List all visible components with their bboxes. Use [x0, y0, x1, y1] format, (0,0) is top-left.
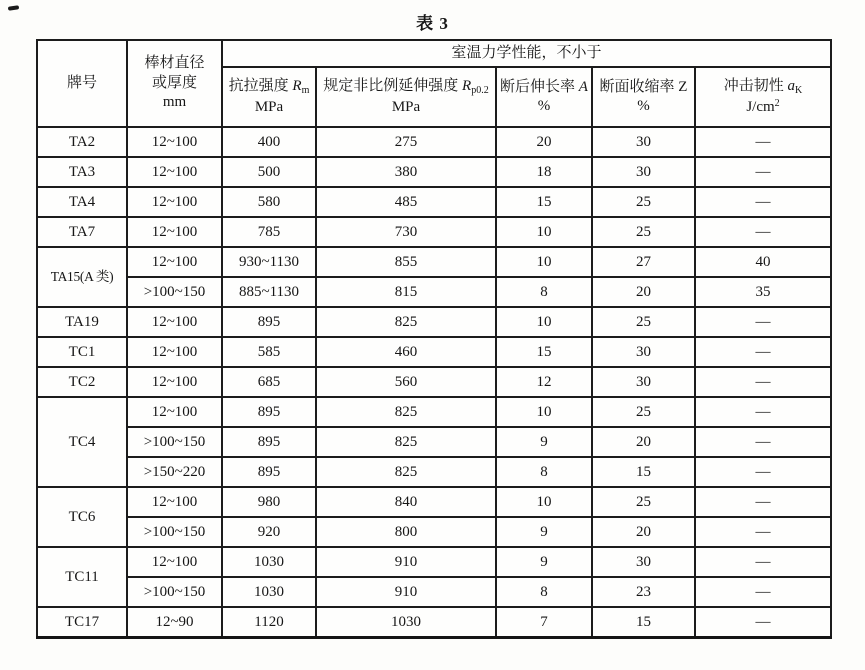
- header-col-unit: MPa: [391, 98, 421, 115]
- value-cell: 8: [496, 277, 592, 307]
- header-diameter-unit: mm: [162, 94, 187, 111]
- header-col-unit-sup: 2: [774, 97, 780, 109]
- header-col-unit: MPa: [254, 98, 284, 115]
- header-col-unit: %: [637, 98, 650, 114]
- table-row: [37, 337, 831, 367]
- value-cell: 12~100: [127, 307, 222, 337]
- value-cell: 20: [592, 427, 695, 457]
- table-row: [37, 457, 831, 487]
- value-cell: 30: [592, 127, 695, 157]
- value-cell: 25: [592, 307, 695, 337]
- value-cell: —: [695, 457, 831, 487]
- value-cell: 12: [496, 367, 592, 397]
- value-cell: —: [695, 397, 831, 427]
- grade-cell: TC4: [37, 397, 127, 487]
- value-cell: 585: [222, 337, 316, 367]
- value-cell: 30: [592, 337, 695, 367]
- value-cell: —: [695, 307, 831, 337]
- value-cell: 15: [592, 457, 695, 487]
- value-cell: 815: [316, 277, 496, 307]
- value-cell: —: [695, 577, 831, 607]
- value-cell: 12~100: [127, 217, 222, 247]
- value-cell: 840: [316, 487, 496, 517]
- table-row: [37, 367, 831, 397]
- table-row: [37, 127, 831, 157]
- value-cell: 12~100: [127, 187, 222, 217]
- grade-cell: TA19: [37, 307, 127, 337]
- value-cell: >150~220: [127, 457, 222, 487]
- value-cell: —: [695, 607, 831, 638]
- value-cell: 20: [592, 517, 695, 547]
- value-cell: 785: [222, 217, 316, 247]
- header-col-label: 断面收缩率 Z: [599, 79, 688, 96]
- value-cell: >100~150: [127, 577, 222, 607]
- grade-cell: TC1: [37, 337, 127, 367]
- value-cell: 12~100: [127, 247, 222, 277]
- value-cell: 275: [316, 127, 496, 157]
- value-cell: 20: [592, 277, 695, 307]
- value-cell: 560: [316, 367, 496, 397]
- value-cell: 9: [496, 547, 592, 577]
- table-row: [37, 607, 831, 638]
- value-cell: 855: [316, 247, 496, 277]
- value-cell: 40: [695, 247, 831, 277]
- value-cell: >100~150: [127, 277, 222, 307]
- value-cell: 1030: [222, 547, 316, 577]
- value-cell: 30: [592, 157, 695, 187]
- header-diameter-line2: 或厚度: [151, 74, 197, 91]
- value-cell: 35: [695, 277, 831, 307]
- value-cell: —: [695, 517, 831, 547]
- grade-cell: TA4: [37, 187, 127, 217]
- value-cell: —: [695, 127, 831, 157]
- header-col-label: 断后伸长率 A: [500, 79, 588, 96]
- value-cell: 825: [316, 457, 496, 487]
- value-cell: 15: [592, 607, 695, 638]
- value-cell: —: [695, 367, 831, 397]
- value-cell: 23: [592, 577, 695, 607]
- value-cell: 15: [496, 187, 592, 217]
- value-cell: 910: [316, 577, 496, 607]
- value-cell: 9: [496, 517, 592, 547]
- value-cell: 10: [496, 307, 592, 337]
- value-cell: —: [695, 337, 831, 367]
- value-cell: 8: [496, 457, 592, 487]
- header-diameter: [127, 40, 222, 127]
- value-cell: —: [695, 547, 831, 577]
- value-cell: 685: [222, 367, 316, 397]
- value-cell: 885~1130: [222, 277, 316, 307]
- header-col-label: 抗拉强度 $R_m$: [228, 78, 310, 97]
- table-row: [37, 487, 831, 517]
- grade-cell: TC11: [37, 547, 127, 607]
- header-col-symbol: a: [787, 78, 796, 95]
- table-row: [37, 157, 831, 187]
- table-row: [37, 547, 831, 577]
- value-cell: 12~100: [127, 157, 222, 187]
- value-cell: 910: [316, 547, 496, 577]
- value-cell: 25: [592, 487, 695, 517]
- value-cell: 930~1130: [222, 247, 316, 277]
- grade-cell: TC17: [37, 607, 127, 638]
- header-col-label: 冲击韧性 $a_K$: [723, 78, 803, 97]
- value-cell: —: [695, 157, 831, 187]
- value-cell: —: [695, 187, 831, 217]
- value-cell: >100~150: [127, 517, 222, 547]
- grade-cell: TA2: [37, 127, 127, 157]
- value-cell: 18: [496, 157, 592, 187]
- value-cell: 8: [496, 577, 592, 607]
- header-col-2: [496, 67, 592, 127]
- table-row: [37, 277, 831, 307]
- header-row-1: [37, 40, 831, 67]
- value-cell: 7: [496, 607, 592, 638]
- value-cell: 400: [222, 127, 316, 157]
- header-col-symbol-sub: m: [301, 85, 310, 97]
- value-cell: 980: [222, 487, 316, 517]
- table-title: 表 3: [416, 14, 449, 33]
- value-cell: 825: [316, 307, 496, 337]
- header-col-unit: %: [537, 98, 551, 114]
- value-cell: —: [695, 427, 831, 457]
- value-cell: 895: [222, 427, 316, 457]
- value-cell: 485: [316, 187, 496, 217]
- value-cell: 10: [496, 487, 592, 517]
- value-cell: 25: [592, 397, 695, 427]
- value-cell: 10: [496, 247, 592, 277]
- header-col-symbol: R: [292, 78, 302, 95]
- table-row: [37, 577, 831, 607]
- value-cell: —: [695, 217, 831, 247]
- table-row: [37, 187, 831, 217]
- mechanical-properties-table: [36, 39, 832, 639]
- header-diameter-line1: 棒材直径: [144, 55, 205, 72]
- value-cell: 9: [496, 427, 592, 457]
- value-cell: 27: [592, 247, 695, 277]
- table-body: [37, 127, 831, 638]
- table-row: [37, 397, 831, 427]
- value-cell: 12~100: [127, 367, 222, 397]
- header-col-symbol-sub: K: [795, 85, 803, 97]
- value-cell: 12~100: [127, 127, 222, 157]
- value-cell: 580: [222, 187, 316, 217]
- header-col-1: [316, 67, 496, 127]
- value-cell: 12~90: [127, 607, 222, 638]
- header-col-symbol: A: [578, 79, 588, 96]
- value-cell: 20: [496, 127, 592, 157]
- grade-cell: TC2: [37, 367, 127, 397]
- table-header: [37, 40, 831, 127]
- value-cell: 460: [316, 337, 496, 367]
- header-col-0: [222, 67, 316, 127]
- value-cell: 15: [496, 337, 592, 367]
- value-cell: 1030: [316, 607, 496, 638]
- value-cell: 730: [316, 217, 496, 247]
- table-row: [37, 247, 831, 277]
- value-cell: 12~100: [127, 397, 222, 427]
- table-row: [37, 307, 831, 337]
- header-grade: 牌号: [37, 40, 127, 127]
- value-cell: —: [695, 487, 831, 517]
- value-cell: 10: [496, 397, 592, 427]
- header-col-4: [695, 67, 831, 127]
- value-cell: 920: [222, 517, 316, 547]
- value-cell: 30: [592, 547, 695, 577]
- grade-cell: TC6: [37, 487, 127, 547]
- header-col-3: [592, 67, 695, 127]
- value-cell: 25: [592, 187, 695, 217]
- header-col-symbol-sub: p0.2: [471, 85, 489, 97]
- value-cell: 1030: [222, 577, 316, 607]
- value-cell: 1120: [222, 607, 316, 638]
- table-row: [37, 517, 831, 547]
- grade-cell: TA15(A 类): [37, 247, 127, 307]
- header-col-symbol: Z: [678, 79, 688, 96]
- value-cell: 12~100: [127, 337, 222, 367]
- value-cell: 825: [316, 397, 496, 427]
- header-col-unit: $J/cm^2$: [746, 97, 780, 115]
- value-cell: 895: [222, 457, 316, 487]
- header-col-label: 规定非比例延伸强度 $R_{p0.2}$: [323, 78, 489, 97]
- value-cell: 12~100: [127, 487, 222, 517]
- header-col-symbol: R: [462, 78, 472, 95]
- value-cell: 10: [496, 217, 592, 247]
- value-cell: 30: [592, 367, 695, 397]
- value-cell: 895: [222, 307, 316, 337]
- table-row: [37, 427, 831, 457]
- grade-cell: TA7: [37, 217, 127, 247]
- header-room-temp-span: 室温力学性能，不小于: [222, 40, 831, 67]
- value-cell: >100~150: [127, 427, 222, 457]
- value-cell: 12~100: [127, 547, 222, 577]
- value-cell: 25: [592, 217, 695, 247]
- grade-cell: TA3: [37, 157, 127, 187]
- value-cell: 500: [222, 157, 316, 187]
- table-row: [37, 217, 831, 247]
- value-cell: 895: [222, 397, 316, 427]
- value-cell: 825: [316, 427, 496, 457]
- value-cell: 380: [316, 157, 496, 187]
- value-cell: 800: [316, 517, 496, 547]
